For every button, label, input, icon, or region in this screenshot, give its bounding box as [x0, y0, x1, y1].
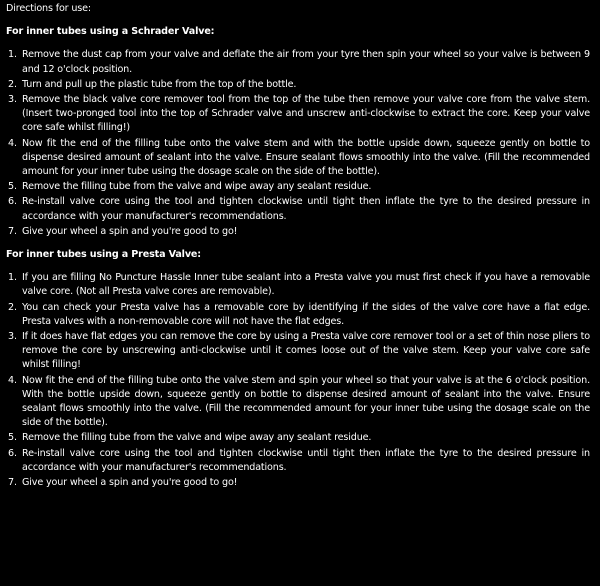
steps-list [6, 271, 590, 490]
step-text: If you are filling No Puncture Hassle Inner tube sealant into a Presta valve you must first check if you have a removable valve core. (Not all Presta valve cores are removable). [22, 272, 590, 298]
step-number: 2. [8, 78, 17, 90]
step-number: 3. [8, 331, 17, 343]
step-text: Remove the black valve core remover tool from the top of the tube then remove your valve core from the valve stem. (Insert two-pronged tool into the top of Schrader valve and unscrew anti-clockwise to extract the core. Keep your valve core safe whilst filling!) [22, 94, 590, 134]
step-text: Remove the filling tube from the valve and wipe away any sealant residue. [22, 181, 372, 193]
step-item [6, 447, 590, 475]
step-item [6, 180, 590, 194]
step-number: 3. [8, 94, 17, 106]
step-text: Remove the dust cap from your valve and deflate the air from your tyre then spin your wheel so your valve is between 9 and 12 o'clock position. [22, 49, 590, 75]
step-text: Turn and pull up the plastic tube from the top of the bottle. [22, 78, 297, 90]
step-number: 4. [8, 137, 17, 149]
step-number: 2. [8, 301, 17, 313]
step-text: If it does have flat edges you can remove the core by using a Presta valve core remover tool or a set of thin nose pliers to remove the core by unscrewing anti-clockwise until it comes loose out of the valve stem. Keep your valve core safe whilst filling! [22, 331, 590, 371]
step-item [6, 374, 590, 431]
section-heading: For inner tubes using a Schrader Valve: [6, 26, 215, 38]
directions-title: Directions for use: [6, 3, 91, 14]
step-item [6, 48, 590, 76]
step-text: Now fit the end of the filling tube onto the valve stem and with the bottle upside down, squeeze gently on bottle to dispense desired amount of sealant into the valve. Ensure sealant flows smoothly into the valve. (Fill the recommended amount for your inner tube using the dosage scale on the side of the bottle). [22, 137, 590, 178]
step-number: 4. [8, 374, 17, 386]
step-item [6, 271, 590, 299]
step-item [6, 476, 590, 490]
step-number: 5. [8, 181, 17, 193]
step-item [6, 225, 590, 239]
step-text: Give your wheel a spin and you're good to go! [22, 225, 238, 237]
step-item [6, 137, 590, 180]
step-item [6, 78, 590, 92]
step-number: 7. [8, 477, 17, 489]
step-number: 5. [8, 432, 17, 444]
steps-list [6, 48, 590, 239]
step-item [6, 301, 590, 329]
step-number: 6. [8, 447, 17, 459]
step-item [6, 93, 590, 136]
step-number: 6. [8, 196, 17, 208]
step-text: Now fit the end of the filling tube onto the valve stem and spin your wheel so that your valve is at the 6 o'clock position. With the bottle upside down, squeeze gently on bottle to dispense desired amount of sealant into the valve. Ensure sealant flows smoothly into the valve. (Fill the recommended amount for your inner tube using the dosage scale on the side of the bottle). [22, 374, 590, 429]
step-text: Give your wheel a spin and you're good to go! [22, 477, 238, 489]
step-number: 7. [8, 225, 17, 237]
step-text: You can check your Presta valve has a removable core by identifying if the sides of the valve core have a flat edge. Presta valves with a non-removable core will not have the flat edges. [22, 301, 590, 327]
step-text: Re-install valve core using the tool and tighten clockwise until tight then inflate the tyre to the desired pressure in accordance with your manufacturer's recommendations. [22, 196, 590, 222]
section-heading: For inner tubes using a Presta Valve: [6, 249, 201, 261]
step-text: Re-install valve core using the tool and tighten clockwise until tight then inflate the tyre to the desired pressure in accordance with your manufacturer's recommendations. [22, 447, 590, 473]
step-item [6, 431, 590, 445]
step-text: Remove the filling tube from the valve and wipe away any sealant residue. [22, 432, 372, 444]
step-item [6, 195, 590, 223]
sections-container [6, 25, 590, 490]
step-number: 1. [8, 272, 17, 284]
step-number: 1. [8, 49, 17, 61]
step-item [6, 330, 590, 373]
